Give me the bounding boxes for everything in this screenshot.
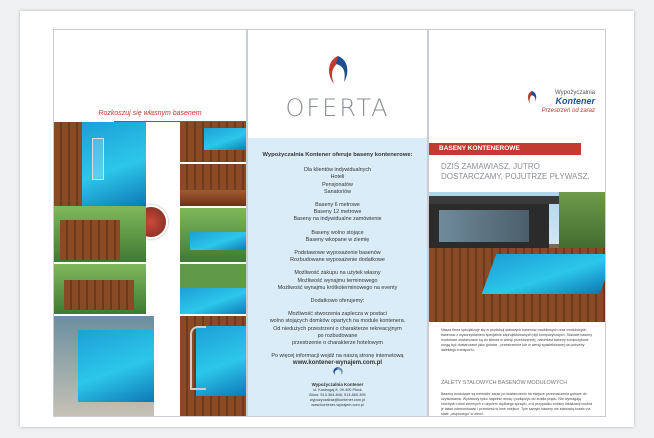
offer-line: Baseny wkopane w ziemię: [305, 236, 370, 243]
photo-pool-side: [180, 164, 247, 206]
footer-company: Wypożyczalnia Kontener: [311, 382, 364, 387]
footer-phone: Biuro: 513-364-846, 513-860-395: [309, 393, 366, 397]
offer-line: Rozbudowane wyposażenie dodatkowe: [290, 257, 385, 264]
offer-line: wolno stojących domków opartych na module kontenera.: [269, 318, 406, 325]
offer-line: Możliwość stworzenia zaplecza w postaci: [288, 311, 387, 318]
kontener-small-logo-icon: [330, 366, 346, 376]
kontener-logo-icon: [324, 54, 352, 88]
photo-pool-container-top: [180, 122, 247, 162]
offer-line: Baseny 6 metrowe: [315, 202, 360, 209]
offer-line: Sanatoriów: [324, 188, 351, 195]
brand-tagline: Przestrzeń od zaraz: [541, 108, 595, 114]
offer-line: Od niedużych przestrzeni o charakterze rekreacyjnym: [273, 325, 402, 332]
offer-title: OFERTA: [285, 94, 390, 122]
footer-email[interactable]: wypozyczalnia@kontener.com.pl: [309, 398, 366, 402]
intro-paragraph: Nasza firma specjalizuje się w produkcji stalowych basenów modułowych oraz modułowych basenów z wykorzystaniem specjalnie zaprojektowanych płyt kompozytowych. Stalowe baseny modułowe dostarczane są do klienta w wersji przestrzennej, natomiast baseny kompozytowe mogą być dostarczane jako gotowe - przestrzenne lub w wersji spakietowanej na potrzeby dalekiego transportu.: [441, 328, 593, 352]
footer-website[interactable]: www.kontener-wynajem.com.pl: [311, 403, 364, 407]
website-link[interactable]: www.kontener-wynajem.com.pl: [292, 360, 383, 367]
offer-line: Hoteli: [330, 174, 345, 181]
offer-line: Baseny na indywidualne zamówienie: [293, 216, 382, 223]
contact-footer: [248, 366, 427, 408]
left-panel: [53, 29, 247, 417]
photo-pool-rails: [180, 316, 247, 417]
brand-name: Kontener: [555, 96, 595, 106]
photo-lake-deck: [54, 264, 146, 314]
offer-line: Dla klientów indywidualnych: [303, 167, 372, 174]
offer-line: Podstawowe wyposażenie basenów: [294, 250, 381, 257]
offer-line: Możliwość wynajmu terminowego: [297, 277, 378, 284]
photo-modern-house-pool: [429, 192, 605, 322]
photo-pool-steps: [54, 206, 146, 262]
right-panel: [428, 29, 606, 417]
footer-address: ul. Kostrogaj 8, 09-400 Płock: [313, 388, 362, 392]
brand-subtitle: Wypożyczalnia: [555, 90, 595, 96]
photo-lake-pool: [180, 264, 247, 314]
photo-garden-pool: [180, 208, 247, 262]
advantages-paragraph: Baseny modułowe są niemalże zaraz po dostarczeniu na miejsce przeznaczenia gotowe do użytkowania. Wystarczy tylko napełnić wodą i podłączyć do źródła prądu. Nie wymagają kruchych robót ziemnych z użyciem ciężkiego sprzętu, a w przypadku zmiany lokalizacji można je łatwo zdemontować i przenieść w inne miejsce. Tym samym baseny nie stanowią kosztu na stałe „utopionego” w ziemi.: [441, 392, 593, 416]
offer-line: Baseny 12 metrowe: [313, 209, 362, 216]
offer-line: przestrzenie o charakterze hotelowym: [292, 340, 383, 347]
brochure-sheet: [20, 11, 634, 427]
brand-swirl-icon: [526, 90, 538, 104]
offer-line: Dodatkowo oferujemy:: [310, 298, 365, 305]
offer-line: Pensjonatów: [322, 181, 353, 188]
offer-line: po rozbudowane: [317, 332, 358, 339]
more-info-text: Po więcej informacji wejdź na naszą stronę internetową: [271, 353, 404, 360]
left-tagline: Rozkoszuj się własnym basenem: [98, 110, 202, 117]
offer-header: [248, 30, 427, 138]
offer-heading: Wypożyczalnia Kontener oferuje baseny kontenerowe:: [262, 152, 413, 158]
section-title-ribbon: BASENY KONTENEROWE: [429, 143, 581, 155]
photo-pool-ladder: [54, 316, 154, 417]
offer-body: [248, 138, 427, 416]
advantages-subtitle: ZALETY STALOWYCH BASENÓW MODUŁOWYCH: [441, 380, 568, 386]
offer-line: Możliwość wynajmu krótkoterminowego na eventy: [277, 284, 398, 291]
photo-deck-pool: [54, 122, 146, 206]
middle-panel: [247, 29, 428, 417]
slogan: DZIŚ ZAMAWIASZ, JUTRO DOSTARCZAMY, POJUTRZE PŁYWASZ.: [441, 162, 590, 181]
brand-logo: [542, 90, 595, 114]
offer-line: Możliwość zakupu na użytek własny: [294, 270, 381, 277]
offer-line: Baseny wolno stojące: [311, 229, 364, 236]
